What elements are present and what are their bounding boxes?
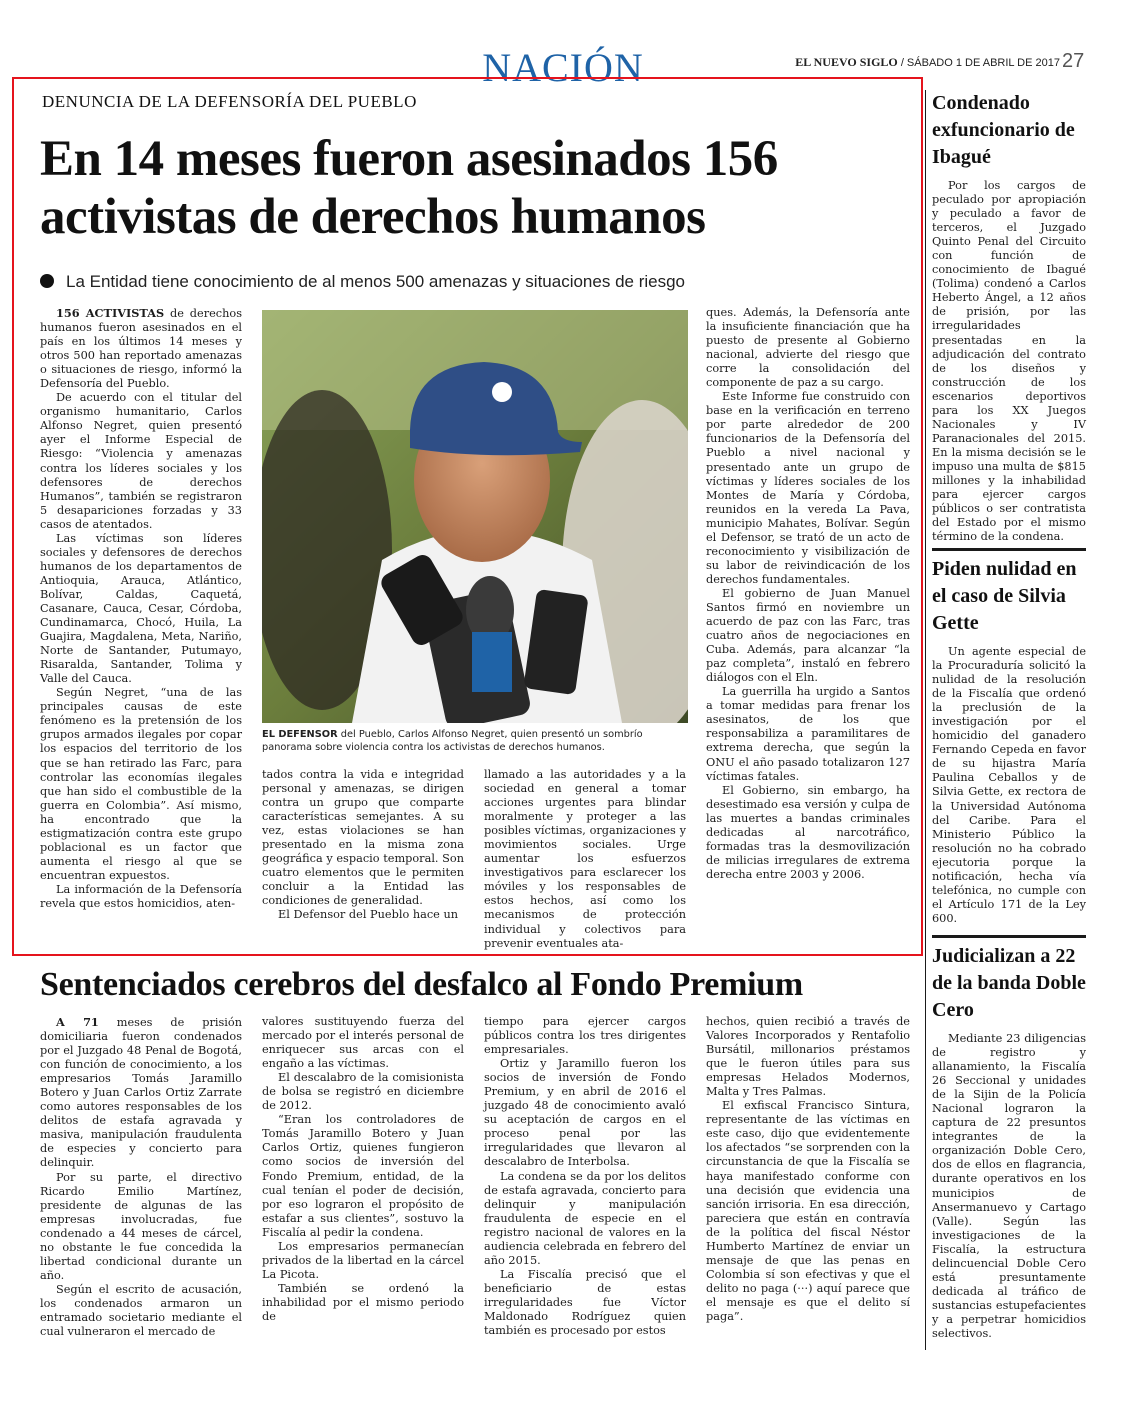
caption-lead: EL DEFENSOR	[262, 729, 338, 740]
paragraph: valores sustituyendo fuerza del mercado por el interés personal de enriquecer sus arcas con el engaño a las víctimas.	[262, 1015, 464, 1071]
issue-date: / SÁBADO 1 DE ABRIL DE 2017	[897, 57, 1060, 69]
sidebar-story-3	[932, 943, 1086, 1341]
article-kicker: DENUNCIA DE LA DEFENSORÍA DEL PUEBLO	[42, 92, 417, 111]
paragraph: Los empresarios permanecían privados de la libertad en la cárcel La Picota.	[262, 1239, 464, 1281]
main-column-2	[262, 768, 464, 923]
sidebar-body	[932, 1032, 1086, 1341]
lead-caps: 156 ACTIVISTAS	[56, 306, 165, 320]
paragraph: Este Informe fue construido con base en la verificación en terreno por parte alrededor de 200 funcionarios de la Defensoría del Pueblo a nivel nacional y presentado ante un grupo de víctimas y líderes sociales de los Montes de María y Córdoba, reunidos en la vereda La Pava, municipio Mahates, Bolívar. Según el Defensor, se trató de un acto de reconocimiento y visibilización de su labor de reivindicación de los derechos fundamentales.	[706, 390, 910, 586]
paragraph: hechos, quien recibió a través de Valores Incorporados y Rentafolio Bursátil, millonarios préstamos que le fueron útiles para sus empresas Helados Modernos, Malta y Tres Palmas.	[706, 1015, 910, 1099]
paragraph: tados contra la vida e integridad personal y amenazas, se dirigen contra un grupo que comparte características semejantes. A su vez, estas violaciones se han presentado en la misma zona geográfica y espacio temporal. Son cuatro elementos que le permiten concluir a la Entidad las condiciones de generalidad.	[262, 768, 464, 908]
paragraph: ques. Además, la Defensoría ante la insuficiente financiación que ha puesto de presente al Gobierno nacional, advierte del riesgo que corre la consolidación del componente de paz a su cargo.	[706, 306, 910, 390]
sidebar-rule	[932, 935, 1086, 938]
main-column-1	[40, 306, 242, 911]
main-column-3	[484, 768, 686, 951]
cap-logo-icon	[492, 382, 512, 402]
paragraph: “Eran los controladores de Tomás Jaramillo Botero y Juan Carlos Ortiz, quienes fungieron como socios de inversión del Fondo Premium, entidad, de la cual tenían el poder de decisión, por eso lograron el propósito de estafar a sus clientes”, sostuvo la Fiscalía al pedir la condena.	[262, 1113, 464, 1239]
sidebar-body	[932, 645, 1086, 926]
sidebar-title: Piden nulidad en el caso de Silvia Gette	[932, 558, 1077, 634]
lead-paragraph	[40, 1015, 242, 1171]
paragraph: También se ordenó la inhabilidad por el mismo periodo de	[262, 1281, 464, 1323]
sidebar-title: Judicializan a 22 de la banda Doble Cero	[932, 945, 1086, 1021]
bullet-icon	[40, 274, 54, 288]
second-column-3	[484, 1015, 686, 1338]
paragraph: La información de la Defensoría revela que estos homicidios, aten-	[40, 882, 242, 910]
paragraph: Según el escrito de acusación, los condenados armaron un entramado societario mediante el cual vulneraron el mercado de	[40, 1282, 242, 1339]
article-photo	[262, 310, 688, 723]
sidebar-story-1	[932, 90, 1086, 544]
second-headline: Sentenciados cerebros del desfalco al Fondo Premium	[40, 966, 803, 1003]
lead-paragraph	[40, 306, 242, 391]
paragraph: Mediante 23 diligencias de registro y allanamiento, la Fiscalía 26 Seccional y unidades de la Sijin de la Policía Nacional lograron la captura de 22 presuntos integrantes de la organización Doble Cero, dos de ellos en flagrancia, durante operativos en los municipios de Ansermanuevo y Cartago (Valle). Según las investigaciones de la Fiscalía, la estructura delincuencial Doble Cero está presuntamente dedicada al tráfico de sustancias estupefacientes y a perpetrar homicidios selectivos.	[932, 1032, 1086, 1340]
main-column-4	[706, 306, 910, 882]
paragraph: Según Negret, “una de las principales causas de este fenómeno es la pretensión de los grupos armados ilegales por copar los espacios del territorio de los que se han retirado las Farc, para controlar las economías ilegales que han sido el combustible de la guerra en Colombia”. Así mismo, ha encontrado que la estigmatización contra este grupo poblacional es un factor que aumenta el riesgo al que se encuentran expuestos.	[40, 686, 242, 882]
paragraph: El descalabro de la comisionista de bolsa se registró en diciembre de 2012.	[262, 1071, 464, 1113]
page-info	[760, 55, 1060, 70]
second-column-4	[706, 1015, 910, 1324]
caption-text: del Pueblo, Carlos Alfonso Negret, quien presentó un sombrío panorama sobre violencia contra los activistas de derechos humanos.	[262, 729, 643, 753]
second-column-1	[40, 1015, 242, 1339]
paragraph: El Gobierno, sin embargo, ha desestimado esa versión y culpa de las muertes a bandas criminales dedicadas al narcotráfico, formadas tras la desmovilización de milicias irregulares de extrema derecha entre 2003 y 2006.	[706, 783, 910, 881]
paragraph: de derechos humanos fueron asesinados en el país en los últimos 14 meses y otros 500 han reportado amenazas o situaciones de riesgo, informó la Defensoría del Pueblo.	[40, 307, 242, 391]
sidebar-title: Condenado exfuncionario de Ibagué	[932, 92, 1075, 168]
paragraph: Las víctimas son líderes sociales y defensores de derechos humanos de los departamentos de Antioquia, Arauca, Atlántico, Bolívar, Caldas, Caquetá, Casanare, Cauca, Cesar, Córdoba, Cundinamarca, Chocó, Huila, La Guajira, Magdalena, Meta, Nariño, Norte de Santander, Putumayo, Risaralda, Santander, Tolima y Valle del Cauca.	[40, 531, 242, 686]
sidebar-rule	[932, 548, 1086, 551]
article-deck	[40, 272, 900, 292]
article-headline: En 14 meses fueron asesinados 156 activistas de derechos humanos	[40, 131, 778, 245]
paragraph: De acuerdo con el titular del organismo humanitario, Carlos Alfonso Negret, quien presentó ayer el Informe Especial de Riesgo: “Violencia y amenazas contra los líderes sociales y los defensores de derechos Humanos”, también se registraron 5 desapariciones forzadas y 33 casos de atentados.	[40, 391, 242, 531]
paragraph: La guerrilla ha urgido a Santos a tomar medidas para frenar los asesinatos, de los que responsabiliza a paramilitares de extrema derecha, que según la ONU el año pasado totalizaron 127 víctimas fatales.	[706, 685, 910, 783]
second-column-2	[262, 1015, 464, 1324]
photo-illustration	[262, 310, 688, 723]
paragraph: El exfiscal Francisco Sintura, representante de las víctimas en este caso, dijo que evidentemente los afectados “se sorprenden con la circunstancia de que la Fiscalía se haya manifestado conforme con una decisión que evidencia una sanción irrisoria. En esa dirección, pareciera que están en contravía de la política del fiscal Néstor Humberto Martínez de enviar un mensaje de que las penas en Colombia sí son efectivas y que el delito no paga (···) aquí parece que el mensaje es que el delito sí paga”.	[706, 1099, 910, 1323]
paragraph: Ortiz y Jaramillo fueron los socios de inversión de Fondo Premium, y en abril de 2016 el juzgado 48 de conocimiento avaló su aceptación de cargos en el proceso penal por las irregularidades que llevaron al descalabro de Interbolsa.	[484, 1057, 686, 1169]
page-number: 27	[1062, 50, 1085, 72]
paragraph: Por los cargos de peculado por apropiación y peculado a favor de terceros, el Juzgado Quinto Penal del Circuito con función de conocimiento de Ibagué (Tolima) condenó a Carlos Heberto Ángel, a 12 años de prisión, por las irregularidades presentadas en la adjudicación del contrato de los diseños y construcción de los escenarios deportivos para los XX Juegos Nacionales y IV Paranacionales del 2015. En la misma decisión se le impuso una multa de $815 millones y la inhabilidad para ejercer cargos públicos o ser contratista del Estado por el mismo término de la condena.	[932, 179, 1086, 544]
paragraph: llamado a las autoridades y a la sociedad en general a tomar acciones urgentes para blindar moralmente y proteger a las posibles víctimas, organizaciones y movimientos sociales. Urge aumentar los esfuerzos investigativos para esclarecer los móviles y los responsables de estos hechos, así como los mecanismos de protección individual y colectivos para prevenir eventuales ata-	[484, 768, 686, 950]
paragraph: meses de prisión domiciliaria fueron condenados por el Juzgado 48 Penal de Bogotá, con función de conocimiento, a los empresarios Tomás Jaramillo Botero y Juan Carlos Ortiz Zarrate como autores responsables de los delitos de estafa agravada y masiva, manipulación fraudulenta de especies y concierto para delinquir.	[40, 1016, 242, 1170]
paragraph: El Defensor del Pueblo hace un	[278, 908, 459, 922]
sidebar-body	[932, 179, 1086, 544]
paragraph: La Fiscalía precisó que el beneficiario de estas irregularidades fue Víctor Maldonado Rodríguez quien también es procesado por estos	[484, 1267, 686, 1338]
section-title: NACIÓN	[482, 45, 644, 90]
paragraph: La condena se da por los delitos de estafa agravada, concierto para delinquir y manipulación fraudulenta de especie en el registro nacional de valores en la audiencia celebrada en febrero del año 2015.	[484, 1169, 686, 1267]
sidebar-story-2	[932, 556, 1086, 926]
deck-text: La Entidad tiene conocimiento de al menos 500 amenazas y situaciones de riesgo	[66, 272, 685, 291]
paragraph: Por su parte, el directivo Ricardo Emilio Martínez, presidente de algunas de las empresas involucradas, fue condenado a 44 meses de cárcel, no obstante le fue concedida la libertad condicional durante un año.	[40, 1170, 242, 1282]
paragraph: tiempo para ejercer cargos públicos contra los tres dirigentes empresariales.	[484, 1015, 686, 1057]
photo-caption	[262, 728, 688, 754]
lead-caps: A 71	[56, 1015, 99, 1029]
paper-name: EL NUEVO SIGLO	[795, 55, 898, 69]
paragraph: Un agente especial de la Procuraduría solicitó la nulidad de la resolución de la Fiscalía que ordenó la preclusión de la investigación por el homicidio del ganadero Fernando Cepeda en favor de su hijastra María Paulina Ceballos y de Silvia Gette, ex rectora de la Universidad Autónoma del Caribe. Para el Ministerio Público la resolución no ha cobrado ejecutoria porque la notificación, hecha vía telefónica, no cumple con el Artículo 171 de la Ley 600.	[932, 645, 1086, 925]
paragraph: El gobierno de Juan Manuel Santos firmó en noviembre un acuerdo de paz con las Farc, tras cuatro años de negociaciones en Cuba. Además, para alcanzar “la paz completa”, instaló en febrero diálogos con el Eln.	[706, 586, 910, 685]
sidebar-divider	[925, 90, 926, 1350]
